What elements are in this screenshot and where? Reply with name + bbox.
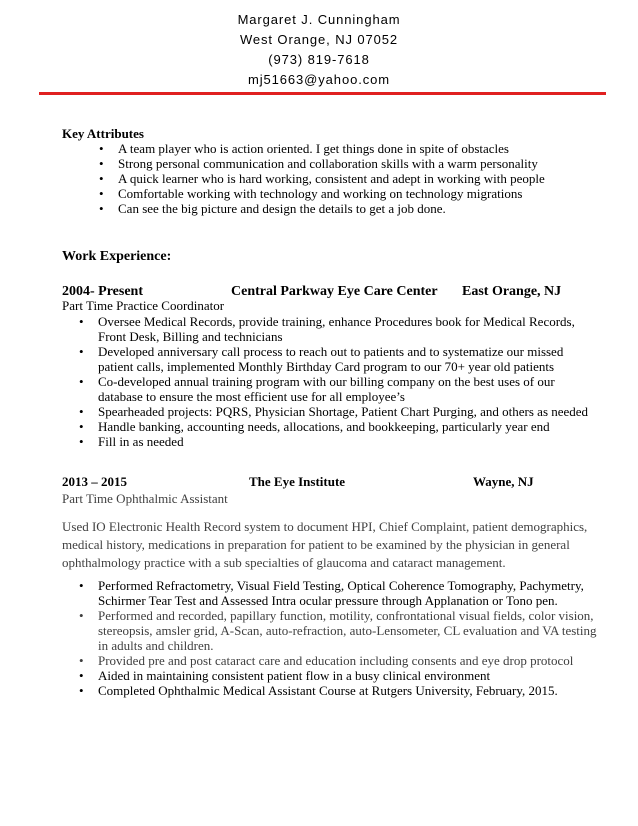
job-employer: Central Parkway Eye Care Center xyxy=(231,284,438,299)
applicant-name: Margaret J. Cunningham xyxy=(237,12,401,27)
list-item: • Co-developed annual training program with our billing company on the best uses of our database to ensure the most efficient use for all employee’s xyxy=(79,374,555,404)
job-dates: 2004- Present xyxy=(62,284,143,299)
job-location: East Orange, NJ xyxy=(462,284,562,299)
list-item: • Comfortable working with technology and working on technology migrations xyxy=(99,186,523,201)
list-item: • A quick learner who is hard working, consistent and adept in working with people xyxy=(99,171,545,186)
list-item: • Fill in as needed xyxy=(79,434,184,449)
job-location: Wayne, NJ xyxy=(473,474,534,489)
applicant-phone: (973) 819-7618 xyxy=(268,52,370,67)
list-item: • Oversee Medical Records, provide training, enhance Procedures book for Medical Records, Front Desk, Billing and technicians xyxy=(79,314,575,344)
job-dates: 2013 – 2015 xyxy=(62,474,127,489)
job-summary: Used IO Electronic Health Record system to document HPI, Chief Complaint, patient demographics, medical history, medications in preparation for patient to be examined by the physician in general ophthalmology practice with a sub specialties of glaucoma and cataract management. xyxy=(62,519,588,570)
key-attributes-list xyxy=(99,141,545,216)
applicant-location: West Orange, NJ 07052 xyxy=(239,32,399,47)
job-duties-list xyxy=(79,314,589,449)
list-item: • Can see the big picture and design the details to get a job done. xyxy=(99,201,446,216)
header-divider xyxy=(39,92,606,95)
applicant-email: mj51663@yahoo.com xyxy=(248,72,390,87)
job-employer: The Eye Institute xyxy=(249,474,346,489)
list-item: • Developed anniversary call process to reach out to patients and to systematize our missed patient calls, implemented Monthly Birthday Card program to our 70+ year old patients xyxy=(79,344,564,374)
list-item: • Performed and recorded, papillary function, motility, confrontational visual fields, color vision, stereopsis, amsler grid, A-Scan, auto-refraction, auto-Lensometer, CL evaluation and VA testing in adults and children. xyxy=(79,608,597,653)
list-item: • Spearheaded projects: PQRS, Physician Shortage, Patient Chart Purging, and others as needed xyxy=(79,404,589,419)
list-item: • Provided pre and post cataract care and education including consents and eye drop protocol xyxy=(79,653,574,668)
key-attributes-heading: Key Attributes xyxy=(62,126,144,141)
list-item: • Aided in maintaining consistent patient flow in a busy clinical environment xyxy=(79,668,491,683)
list-item: • Strong personal communication and collaboration skills with a warm personality xyxy=(99,156,538,171)
job-role: Part Time Practice Coordinator xyxy=(62,298,225,313)
list-item: • Completed Ophthalmic Medical Assistant Course at Rutgers University, February, 2015. xyxy=(79,683,558,698)
list-item: • A team player who is action oriented. I get things done in spite of obstacles xyxy=(99,141,509,156)
list-item: • Handle banking, accounting needs, allocations, and bookkeeping, particularly year end xyxy=(79,419,550,434)
job-duties-list xyxy=(79,578,597,698)
work-experience-heading: Work Experience: xyxy=(62,249,172,264)
list-item: • Performed Refractometry, Visual Field Testing, Optical Coherence Tomography, Pachymetry, Schirmer Tear Test and Assessed Intra ocular pressure through Applanation or Tono pen. xyxy=(79,578,584,608)
job-role: Part Time Ophthalmic Assistant xyxy=(62,491,228,506)
